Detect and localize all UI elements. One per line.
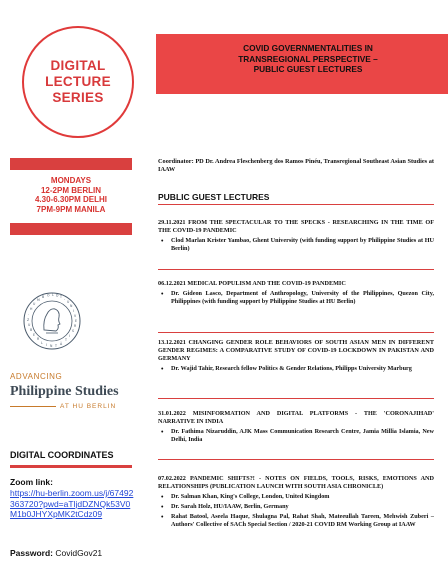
password-line — [10, 548, 102, 558]
svg-text:N: N — [50, 344, 53, 348]
svg-text:O: O — [47, 293, 50, 298]
philippine-studies-logo: Philippine Studies — [10, 384, 119, 399]
svg-text:I: I — [69, 334, 70, 338]
heading-divider — [158, 204, 434, 205]
svg-text:Ä: Ä — [60, 342, 63, 346]
lecture-2 — [158, 280, 434, 306]
lecture-speaker: • Dr. Salman Khan, King's College, London, United Kingdom — [158, 493, 434, 501]
badge-line-3: SERIES — [52, 90, 104, 105]
schedule-top-bar — [10, 158, 132, 170]
svg-text:B: B — [30, 328, 33, 332]
svg-text:S: S — [72, 329, 75, 333]
zoom-link[interactable]: https://hu-berlin.zoom.us/j/67492363720?pwd=aTljdDZNQk53V0M1b0JHYXpMK2tCdz09 — [10, 488, 134, 519]
advancing-label: ADVANCING — [10, 372, 63, 381]
svg-text:U: U — [67, 300, 70, 304]
badge-line-1: DIGITAL — [50, 58, 106, 73]
title-line-3: PUBLIC GUEST LECTURES — [253, 64, 363, 74]
lecture-speaker: • Dr. Wajid Tahir, Research fellow Politics & Gender Relations, Philipps University Marburg — [158, 365, 434, 373]
lecture-speaker: • Rahat Batool, Aseela Haque, Shulagna Pal, Rahat Shah, Mateeullah Tareen, Mehwish Zuberi – Authors' Collective of SACh Special Section / 2020-21 COVID RM Working Group at IAAW — [158, 513, 434, 529]
svg-text:N: N — [70, 304, 73, 308]
svg-text:T: T — [60, 295, 62, 299]
at-hu-berlin-label: AT HU BERLIN — [60, 403, 117, 410]
badge-line-2: LECTURE — [45, 74, 111, 89]
digital-coordinates-divider — [10, 465, 132, 468]
lecture-title: 06.12.2021 MEDICAL POPULISM AND THE COVID-19 PANDEMIC — [158, 280, 346, 287]
humboldt-university-seal-icon — [22, 290, 82, 352]
lecture-title: 29.11.2021 FROM THE SPECTACULAR TO THE SPECKS - RESEARCHING IN THE TIME OF THE COVID-19 PANDEMIC — [158, 219, 434, 234]
zoom-link-label: Zoom link: — [10, 477, 53, 487]
lecture-speaker: • Dr. Fathima Nizaruddin, AJK Mass Communication Research Centre, Jamia Millia Islamia, New Delhi, India — [158, 428, 434, 444]
svg-text:·: · — [28, 313, 30, 317]
svg-text:U: U — [28, 323, 31, 327]
lecture-divider — [158, 459, 434, 460]
svg-text:L: L — [52, 293, 54, 297]
svg-text:T: T — [55, 344, 57, 348]
password-value: CovidGov21 — [55, 548, 103, 558]
svg-text:Z: Z — [27, 318, 30, 322]
schedule-day: MONDAYS — [50, 176, 92, 185]
lecture-divider — [158, 269, 434, 270]
svg-text:T: T — [65, 338, 67, 342]
svg-text:D: D — [56, 293, 59, 298]
digital-coordinates-title: DIGITAL COORDINATES — [10, 450, 114, 460]
coordinator-note: Coordinator: PD Dr. Andrea Fleschenberg dos Ramos Pinéu, Transregional Southeast Asian Studies at IAAW — [158, 158, 434, 173]
svg-text:E: E — [33, 333, 36, 337]
schedule-bottom-bar — [10, 223, 132, 235]
svg-text:R: R — [37, 337, 40, 341]
title-line-1: COVID GOVERNMENTALITIES IN — [243, 43, 373, 53]
lecture-speaker: • Clod Marlan Krister Yambao, Ghent University (with funding support by Philippine Studies at HU Berlin) — [158, 237, 434, 253]
svg-text:L: L — [41, 341, 43, 345]
lecture-3 — [158, 339, 434, 373]
digital-lecture-series-badge — [22, 26, 134, 138]
lecture-divider — [158, 398, 434, 399]
svg-text:I: I — [46, 343, 47, 347]
svg-text:M: M — [37, 298, 40, 302]
schedule-block — [10, 176, 132, 214]
svg-text:-: - — [64, 297, 66, 302]
lecture-5 — [158, 475, 434, 529]
svg-text:E: E — [75, 319, 78, 323]
lecture-title: 13.12.2021 CHANGING GENDER ROLE BEHAVIORS OF SOUTH ASIAN MEN IN DIFFERENT GENDER REGIMES: A COMPARATIVE STUDY OF COVID-19 LOCKDOWN IN PAKISTAN AND GERMANY — [158, 339, 434, 362]
svg-text:V: V — [74, 314, 77, 318]
schedule-berlin: 12-2PM BERLIN — [40, 185, 101, 195]
lecture-title: 07.02.2022 PANDEMIC SHIFTS?! - NOTES ON FIELDS, TOOLS, RISKS, EMOTIONS AND RELATIONSHIPS (PUBLICATION LAUNCH WITH SOUTH ASIA CHRONICLE) — [158, 475, 434, 490]
lecture-title: 31.01.2022 MISINFORMATION AND DIGITAL PLATFORMS - THE 'CORONAJIHAD' NARRATIVE IN INDIA — [158, 410, 434, 425]
lecture-1 — [158, 219, 434, 253]
title-line-2: TRANSREGIONAL PERSPECTIVE – — [238, 53, 378, 64]
series-title — [188, 43, 428, 75]
lecture-4 — [158, 410, 434, 444]
lecture-speaker: • Dr. Sarah Holz, HU/IAAW, Berlin, Germany — [158, 503, 434, 511]
svg-text:H: H — [30, 307, 33, 311]
schedule-delhi: 4.30-6.30PM DELHI — [34, 195, 108, 204]
svg-text:B: B — [42, 295, 45, 299]
lecture-speaker: • Dr. Gideon Lasco, Department of Anthropology, University of the Philippines, Quezon City, Philippines (with funding support by Philippine Studies at HU Berlin) — [158, 290, 434, 306]
svg-text:R: R — [74, 324, 77, 328]
lecture-divider — [158, 332, 434, 333]
password-label: Password: — [10, 548, 53, 558]
svg-text:I: I — [73, 309, 74, 313]
schedule-manila: 7PM-9PM MANILA — [36, 204, 106, 214]
logo-underline — [10, 406, 56, 407]
svg-text:U: U — [33, 302, 36, 306]
public-guest-lectures-heading: PUBLIC GUEST LECTURES — [158, 192, 270, 202]
